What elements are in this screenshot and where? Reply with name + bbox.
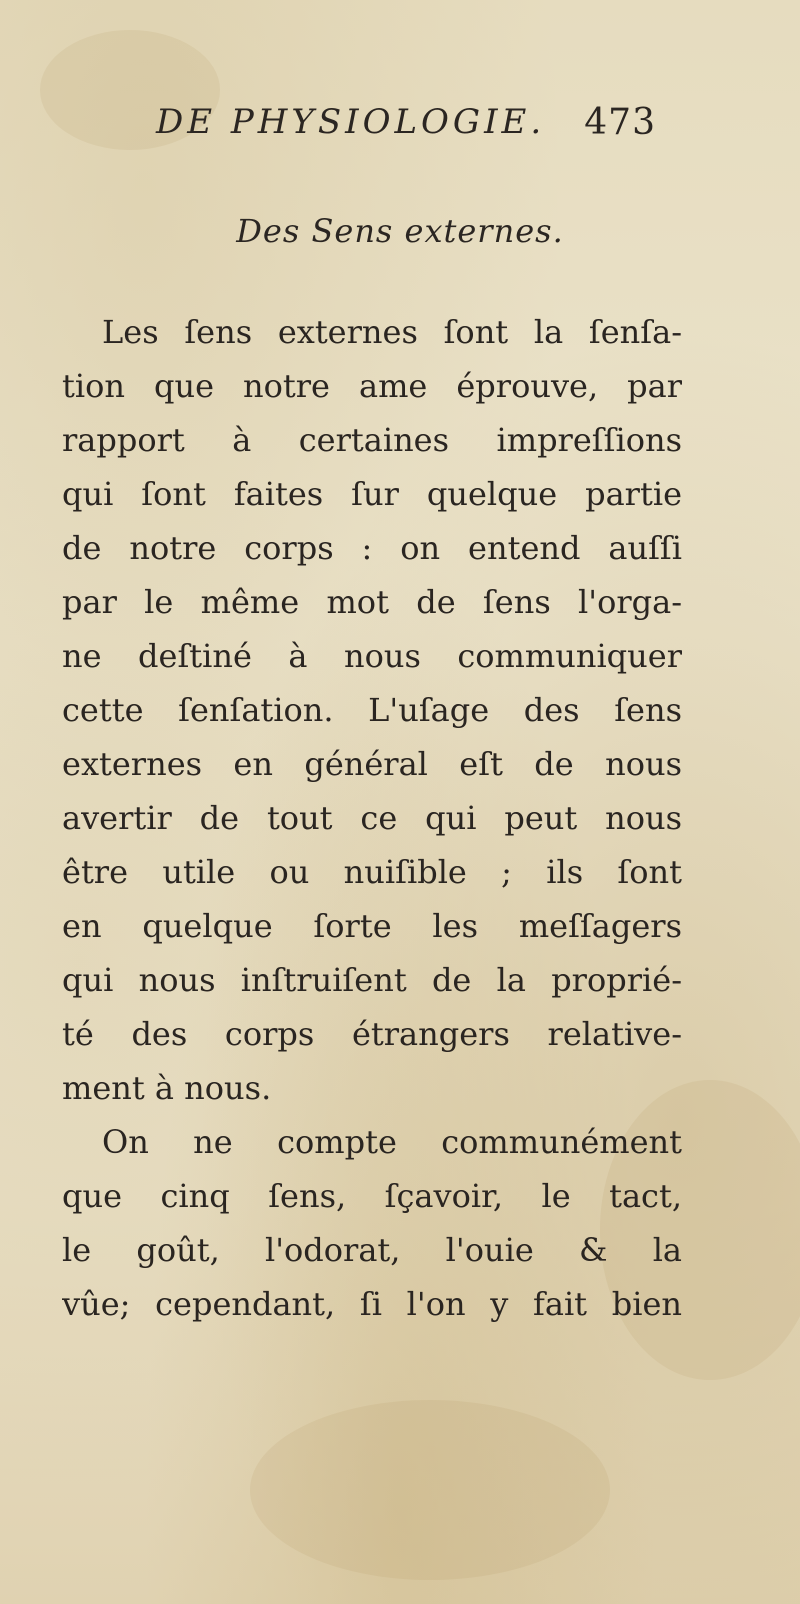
text-line: rapport à certaines impreſſions — [62, 421, 682, 459]
text-line: qui ſont faites ſur quelque partie — [62, 475, 682, 513]
text-line: avertir de tout ce qui peut nous — [62, 799, 682, 837]
text-line: le goût, l'odorat, l'ouie & la — [62, 1231, 682, 1269]
text-line: ment à nous. — [62, 1069, 272, 1107]
text-line: qui nous inſtruiſent de la proprié- — [62, 961, 682, 999]
paragraph — [62, 305, 682, 1115]
text-line: de notre corps : on entend auſſi — [62, 529, 682, 567]
text-line: On ne compte communément — [102, 1123, 682, 1161]
paper-stain — [250, 1400, 610, 1580]
text-line: té des corps étrangers relative- — [62, 1015, 682, 1053]
text-line: tion que notre ame éprouve, par — [62, 367, 682, 405]
text-line: vûe; cependant, ſi l'on y fait bien — [62, 1285, 682, 1323]
page-header — [150, 98, 670, 148]
section-title: Des Sens externes. — [236, 212, 564, 250]
text-line: Les ſens externes ſont la ſenſa- — [102, 313, 682, 351]
text-line: cette ſenſation. L'uſage des ſens — [62, 691, 682, 729]
text-line: par le même mot de ſens l'orga- — [62, 583, 682, 621]
body-text — [62, 305, 682, 1331]
text-line: ne deſtiné à nous communiquer — [62, 637, 682, 675]
paragraph — [62, 1115, 682, 1331]
text-line: que cinq ſens, ſçavoir, le tact, — [62, 1177, 682, 1215]
text-line: externes en général eſt de nous — [62, 745, 682, 783]
text-line: en quelque ſorte les meſſagers — [62, 907, 682, 945]
text-line: être utile ou nuiſible ; ils ſont — [62, 853, 682, 891]
running-head: DE PHYSIOLOGIE. — [156, 102, 546, 142]
page-number: 473 — [584, 102, 656, 143]
